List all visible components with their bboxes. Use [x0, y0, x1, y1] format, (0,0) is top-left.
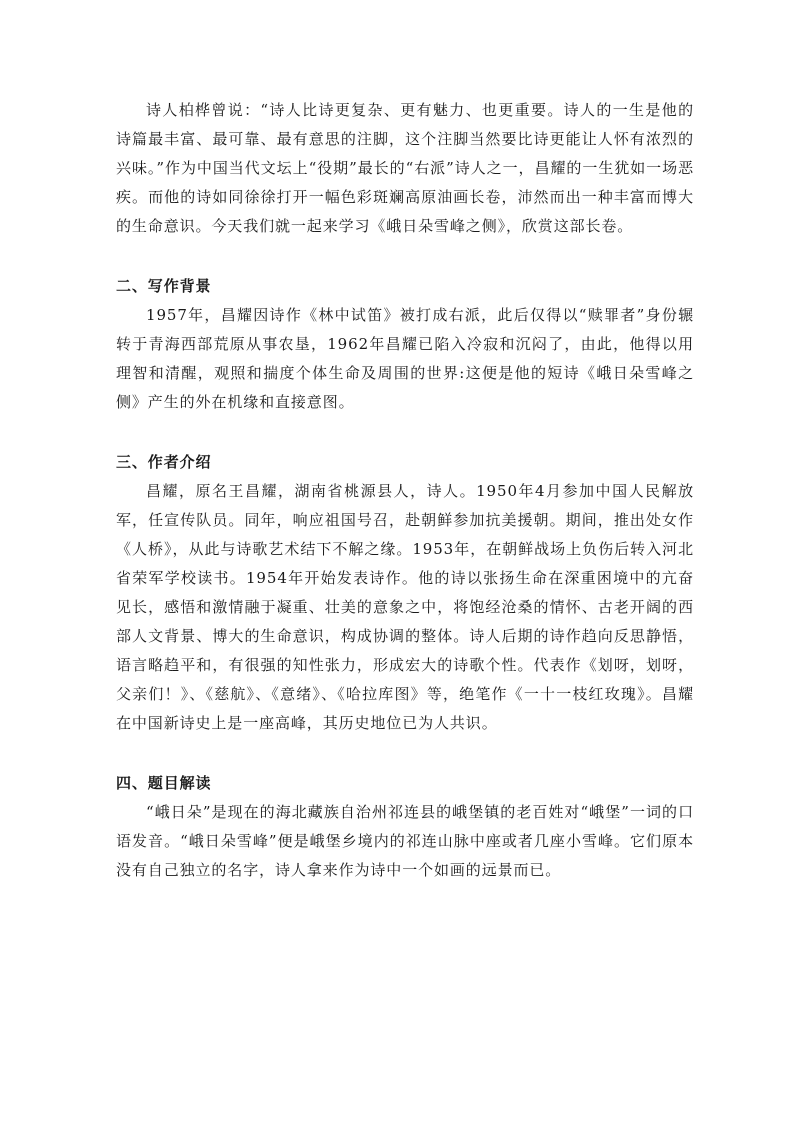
document-page [116, 96, 694, 885]
author-paragraph: 昌耀，原名王昌耀，湖南省桃源县人，诗人。1950年4月参加中国人民解放军，任宣传队员。同年，响应祖国号召，赴朝鲜参加抗美援朝。期间，推出处女作《人桥》，从此与诗歌艺术结下不解之缘。1953年，在朝鲜战场上负伤后转入河北省荣军学校读书。1954年开始发表诗作。他的诗以张扬生命在深重困境中的亢奋见长，感悟和激情融于凝重、壮美的意象之中，将饱经沧桑的情怀、古老开阔的西部人文背景、博大的生命意识，构成协调的整体。诗人后期的诗作趋向反思静悟，语言略趋平和，有很强的知性张力，形成宏大的诗歌个性。代表作《划呀，划呀，父亲们！》、《慈航》、《意绪》、《哈拉库图》等，绝笔作《一十一枝红玫瑰》。昌耀在中国新诗史上是一座高峰，其历史地位已为人共识。 [116, 482, 694, 732]
background-paragraph: 1957年，昌耀因诗作《林中试笛》被打成右派，此后仅得以“赎罪者”身份辗转于青海西部荒原从事农垦，1962年昌耀已陷入冷寂和沉闷了，由此，他得以用理智和清醒，观照和揣度个体生命及周围的世界:这便是他的短诗《峨日朵雪峰之侧》产生的外在机缘和直接意图。 [116, 306, 694, 411]
section-heading-background: 二、写作背景 [116, 277, 212, 295]
section-heading-title-interpretation: 四、题目解读 [116, 774, 212, 792]
title-interpretation-paragraph: “峨日朵”是现在的海北藏族自治州祁连县的峨堡镇的老百姓对“峨堡”一词的口语发音。“峨日朵雪峰”便是峨堡乡境内的祁连山脉中座或者几座小雪峰。它们原本没有自己独立的名字，诗人拿来作为诗中一个如画的远景而已。 [116, 803, 694, 879]
section-heading-author: 三、作者介绍 [116, 453, 212, 471]
intro-paragraph: 诗人柏桦曾说：“诗人比诗更复杂、更有魅力、也更重要。诗人的一生是他的诗篇最丰富、最可靠、最有意思的注脚，这个注脚当然要比诗更能让人怀有浓烈的兴味。”作为中国当代文坛上“役期”最长的“右派”诗人之一，昌耀的一生犹如一场恶疾。而他的诗如同徐徐打开一幅色彩斑斓高原油画长卷，沛然而出一种丰富而博大的生命意识。今天我们就一起来学习《峨日朵雪峰之侧》，欣赏这部长卷。 [116, 101, 694, 235]
